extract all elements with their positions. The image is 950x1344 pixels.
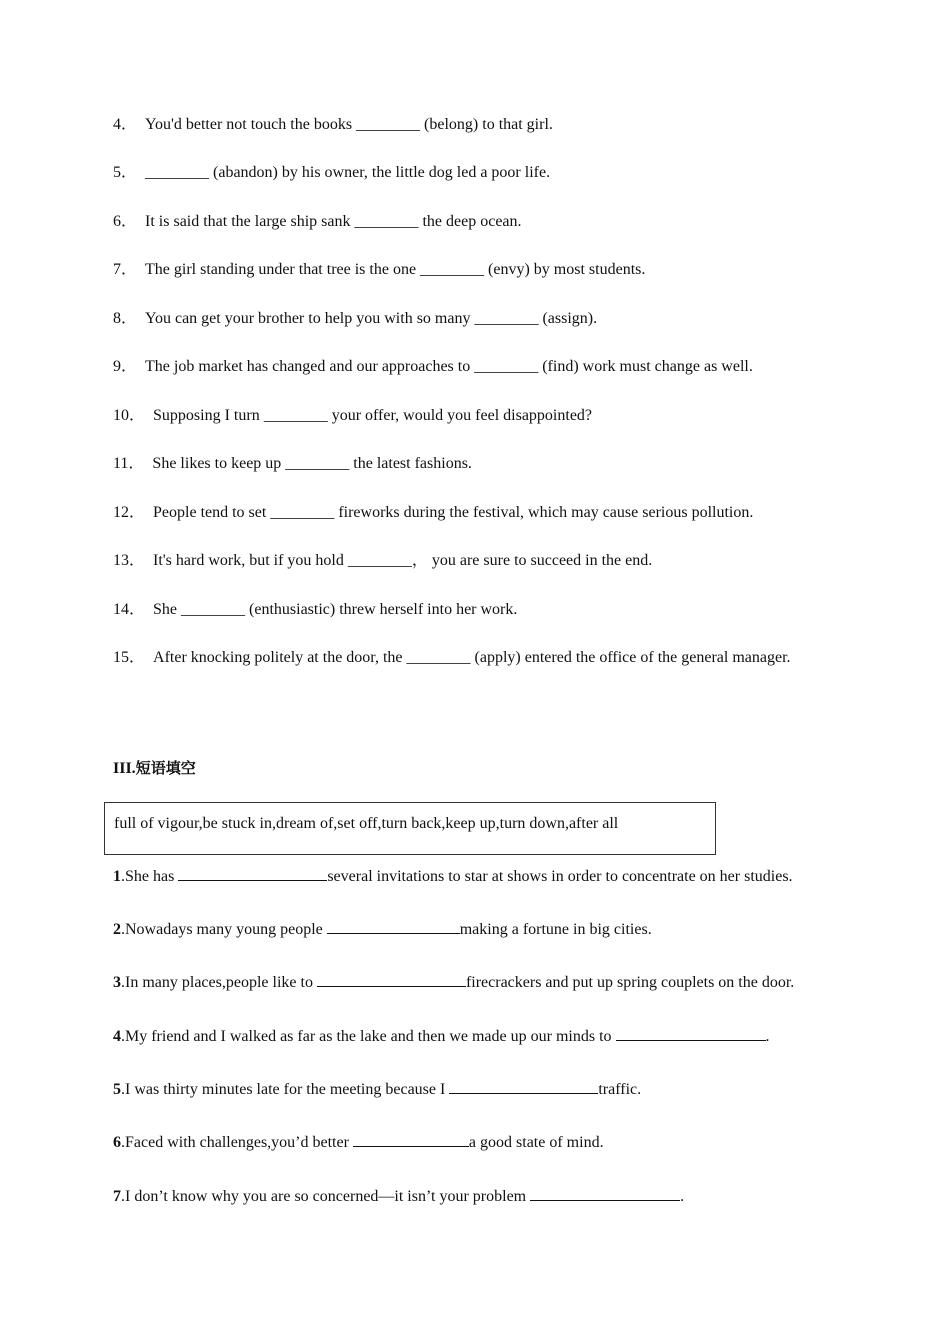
- phrase-item: 2.Nowadays many young people making a fortune in big cities.: [113, 921, 652, 938]
- question-item: 4． You'd better not touch the books ________ (belong) to that girl.: [113, 116, 553, 133]
- section-heading: III.短语填空: [113, 759, 196, 777]
- answer-blank[interactable]: [327, 919, 460, 934]
- answer-blank[interactable]: [530, 1186, 680, 1201]
- question-item: 13． It's hard work, but if you hold ________， you are sure to succeed in the end.: [113, 552, 653, 569]
- question-item: 9． The job market has changed and our approaches to ________ (find) work must change as well.: [113, 358, 753, 375]
- question-item: 12． People tend to set ________ fireworks during the festival, which may cause serious pollution.: [113, 504, 754, 521]
- question-item: 10． Supposing I turn ________ your offer, would you feel disappointed?: [113, 407, 593, 424]
- phrase-item: 1.She has several invitations to star at shows in order to concentrate on her studies.: [113, 868, 793, 885]
- phrase-item: 5.I was thirty minutes late for the meeting because I traffic.: [113, 1081, 642, 1098]
- phrase-item: 6.Faced with challenges,you’d better a good state of mind.: [113, 1134, 604, 1151]
- question-item: 15． After knocking politely at the door, the ________ (apply) entered the office of the general manager.: [113, 649, 791, 666]
- phrase-item: 4.My friend and I walked as far as the lake and then we made up our minds to .: [113, 1028, 770, 1045]
- question-item: 6． It is said that the large ship sank ________ the deep ocean.: [113, 213, 522, 230]
- answer-blank[interactable]: [178, 866, 327, 881]
- phrase-item: 3.In many places,people like to firecrackers and put up spring couplets on the door.: [113, 974, 795, 991]
- question-item: 5． ________ (abandon) by his owner, the little dog led a poor life.: [113, 164, 551, 181]
- answer-blank[interactable]: [449, 1079, 598, 1094]
- question-item: 7． The girl standing under that tree is the one ________ (envy) by most students.: [113, 261, 646, 278]
- question-item: 8． You can get your brother to help you with so many ________ (assign).: [113, 310, 598, 327]
- answer-blank[interactable]: [353, 1132, 469, 1147]
- word-bank-text: full of vigour,be stuck in,dream of,set off,turn back,keep up,turn down,after all: [114, 815, 619, 832]
- question-item: 11． She likes to keep up ________ the latest fashions.: [113, 455, 472, 472]
- phrase-item: 7.I don’t know why you are so concerned—it isn’t your problem .: [113, 1188, 685, 1205]
- question-item: 14． She ________ (enthusiastic) threw herself into her work.: [113, 601, 518, 618]
- word-bank: [104, 802, 716, 855]
- answer-blank[interactable]: [616, 1026, 766, 1041]
- answer-blank[interactable]: [317, 972, 466, 987]
